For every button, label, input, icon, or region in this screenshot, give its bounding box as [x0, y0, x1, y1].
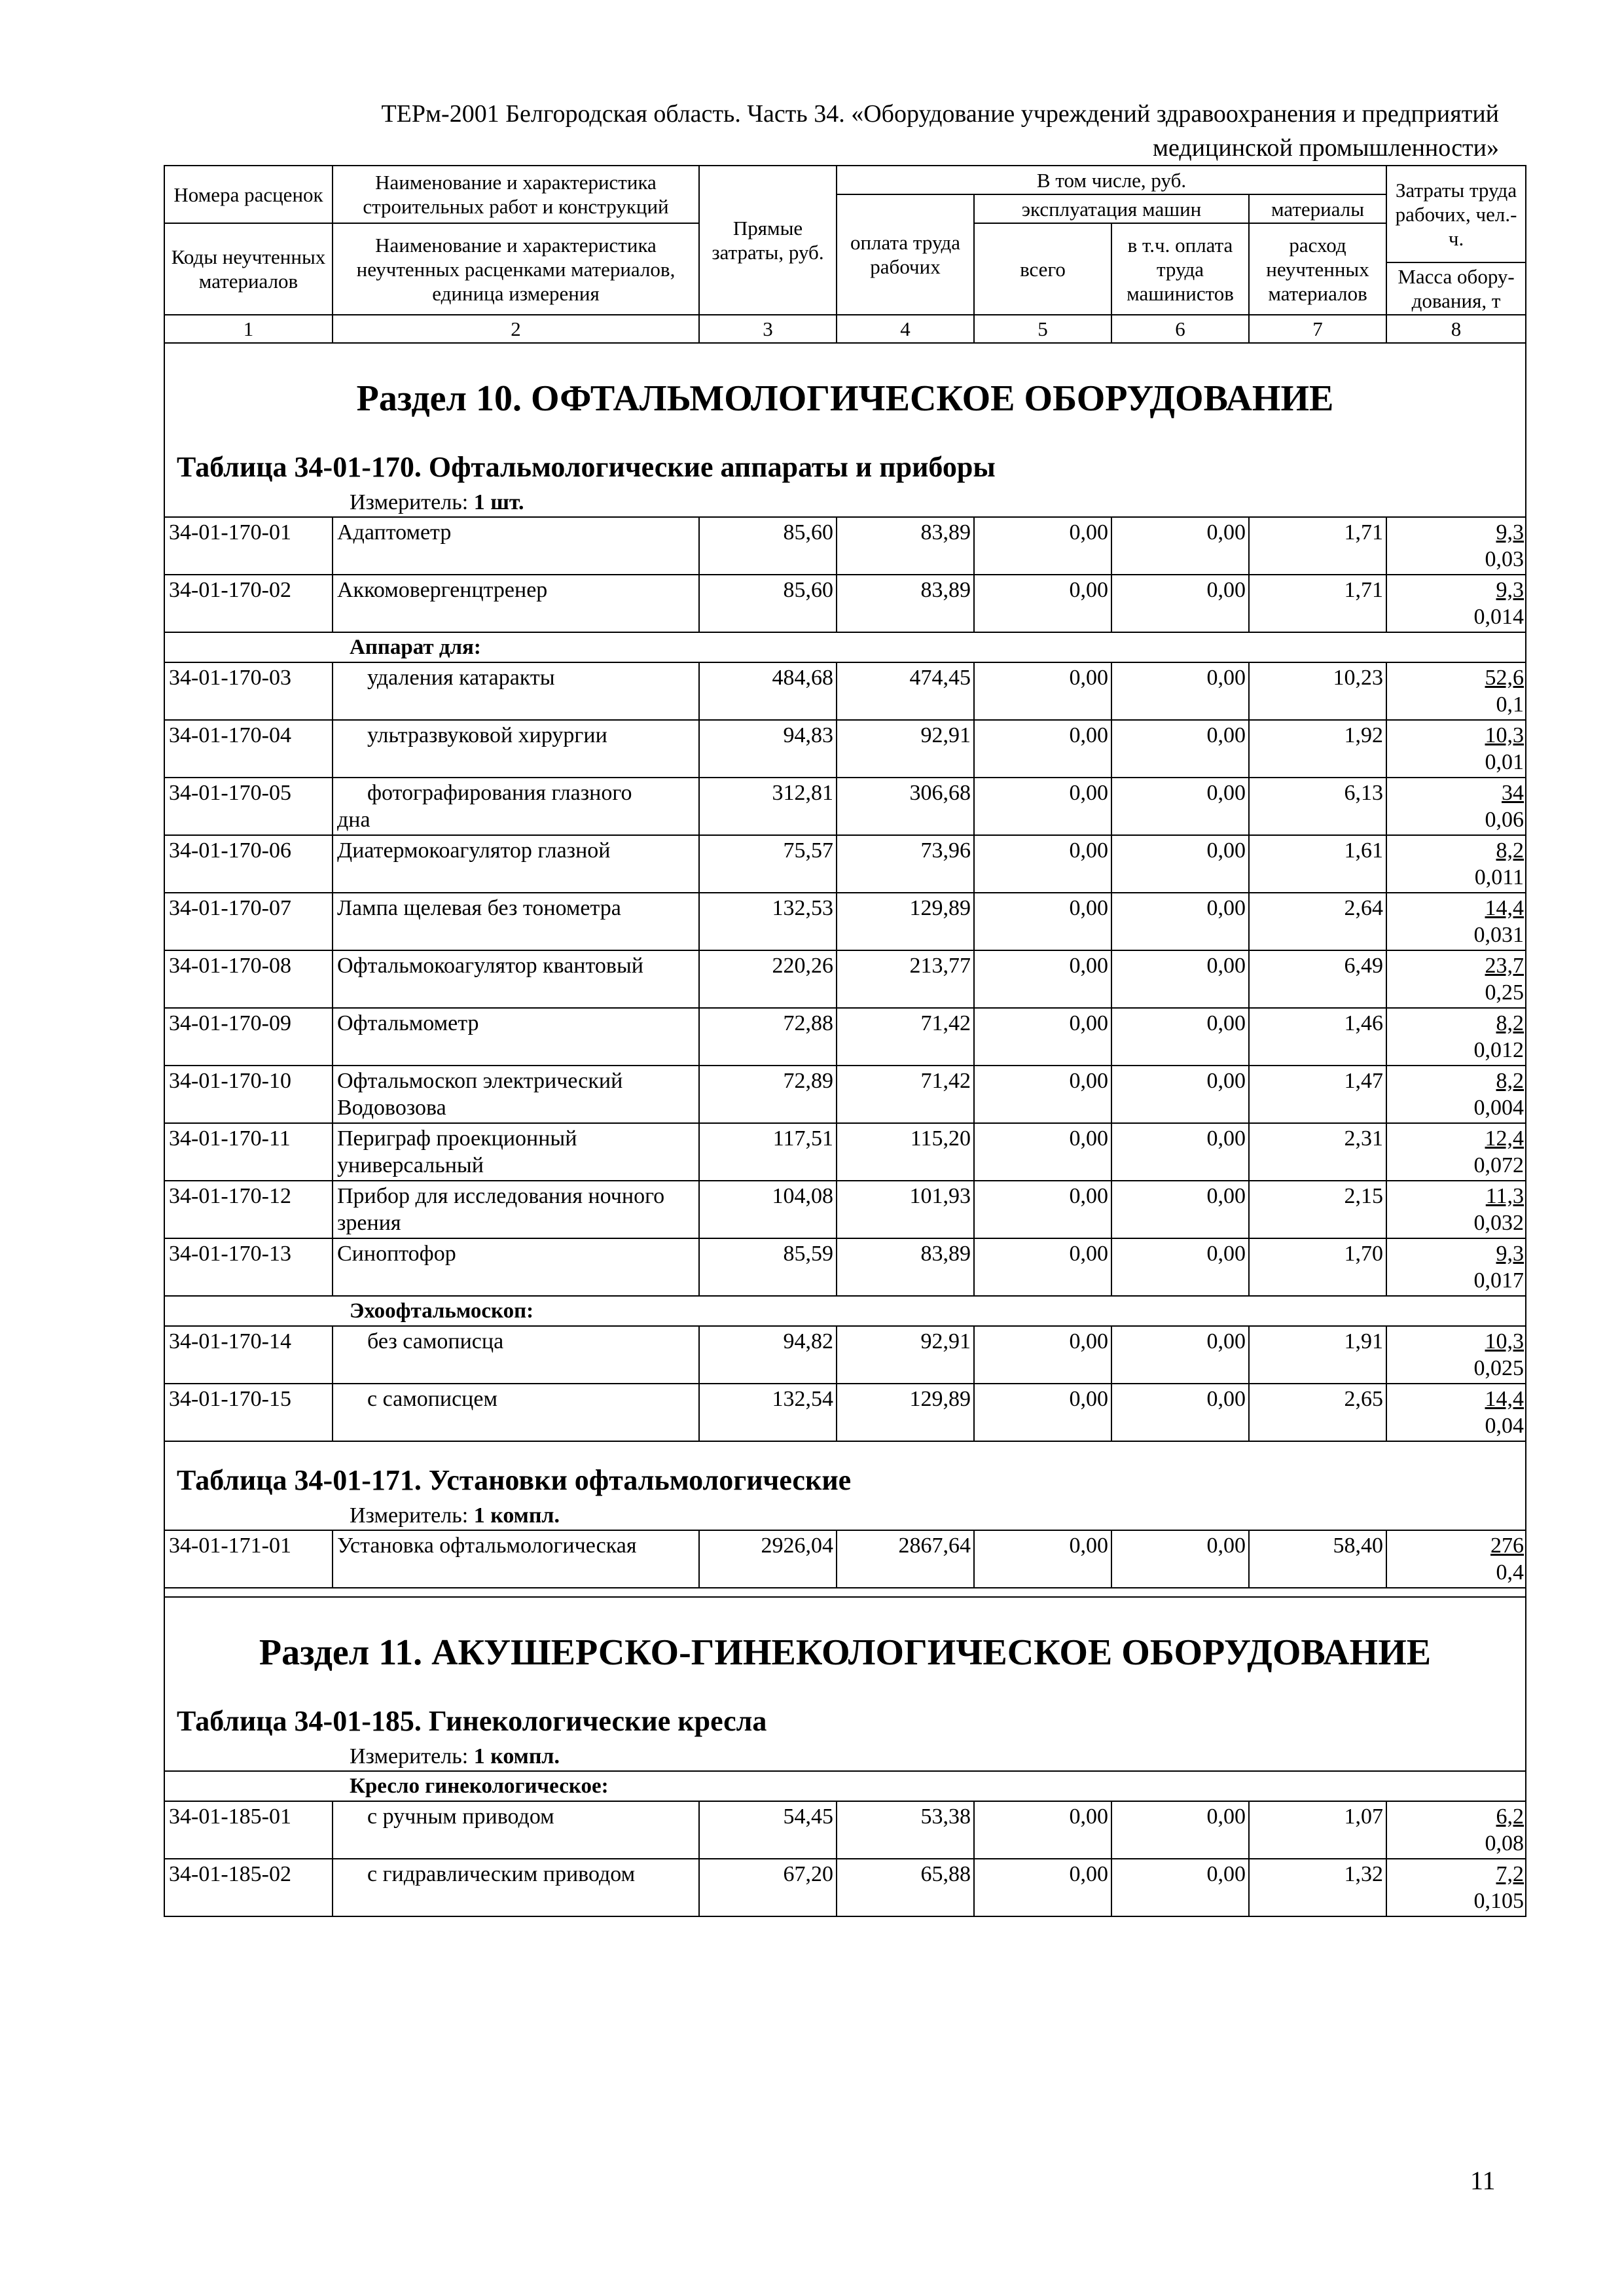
value-c6: 0,00: [1111, 720, 1249, 778]
equipment-mass: 0,031: [1473, 923, 1525, 947]
value-c5: 0,00: [974, 778, 1111, 835]
work-name-line-1: с гидравлическим приводом: [367, 1862, 636, 1886]
value-c3: 132,53: [699, 893, 837, 950]
rate-code: 34-01-170-06: [164, 835, 333, 893]
value-c4: 474,45: [837, 662, 974, 720]
group-label: Кресло гинекологическое:: [164, 1771, 1526, 1801]
work-name: [333, 893, 699, 950]
column-number: 2: [333, 315, 699, 343]
equipment-mass: 0,08: [1485, 1831, 1525, 1856]
measure-label: Измеритель:: [350, 1744, 469, 1768]
equipment-mass: 0,011: [1474, 865, 1525, 889]
equipment-mass: 0,072: [1473, 1153, 1525, 1177]
price-table: [164, 165, 1526, 1925]
value-c3: 94,82: [699, 1326, 837, 1384]
labor-cost: 14,4: [1485, 1387, 1525, 1411]
header-line-2: медицинской промышленности»: [1152, 134, 1499, 162]
labor-cost: 52,6: [1485, 666, 1525, 690]
value-c6: 0,00: [1111, 1530, 1249, 1588]
value-c3: 85,60: [699, 575, 837, 632]
value-c6: 0,00: [1111, 1066, 1249, 1123]
table-row: [164, 835, 1526, 893]
work-name: [333, 1008, 699, 1066]
equipment-mass: 0,105: [1473, 1889, 1525, 1913]
value-c4: 83,89: [837, 517, 974, 575]
value-c3: 132,54: [699, 1384, 837, 1441]
table-title-row: [164, 437, 1526, 489]
value-c6: 0,00: [1111, 893, 1249, 950]
column-number: 8: [1386, 315, 1526, 343]
value-c7: 58,40: [1249, 1530, 1386, 1588]
labor-mass-cell: [1386, 950, 1526, 1008]
rate-code: 34-01-170-02: [164, 575, 333, 632]
labor-cost: 9,3: [1496, 1242, 1525, 1266]
measure-unit: [164, 1502, 1526, 1530]
table-row: [164, 1066, 1526, 1123]
labor-mass-cell: [1386, 1123, 1526, 1181]
equipment-mass: 0,4: [1496, 1560, 1525, 1585]
value-c4: 92,91: [837, 720, 974, 778]
measure-unit: [164, 1743, 1526, 1771]
labor-cost: 14,4: [1485, 896, 1525, 920]
measure-row: [164, 1502, 1526, 1530]
value-c6: 0,00: [1111, 517, 1249, 575]
table-row: [164, 1238, 1526, 1296]
value-c4: 83,89: [837, 575, 974, 632]
value-c7: 6,49: [1249, 950, 1386, 1008]
price-table-sheet: [164, 165, 1525, 1925]
value-c4: 115,20: [837, 1123, 974, 1181]
column-number: 7: [1249, 315, 1386, 343]
labor-cost: 6,2: [1496, 1804, 1525, 1829]
value-c6: 0,00: [1111, 575, 1249, 632]
labor-mass-cell: [1386, 662, 1526, 720]
col4-header: оплата труда рабочих: [837, 194, 974, 315]
labor-cost: 10,3: [1485, 723, 1525, 747]
labor-cost: 10,3: [1485, 1329, 1525, 1354]
labor-cost: 34: [1502, 781, 1525, 805]
value-c4: 83,89: [837, 1238, 974, 1296]
work-name-line-1: Диатермокоагулятор глазной: [337, 838, 611, 863]
work-name-line-1: Синоптофор: [337, 1242, 456, 1266]
work-name-line-1: Офтальмокоагулятор квантовый: [337, 954, 643, 978]
measure-value: 1 компл.: [473, 1503, 560, 1528]
work-name-line-1: с самописцем: [367, 1387, 497, 1411]
table-title: Таблица 34-01-185. Гинекологические кресла: [164, 1691, 1526, 1743]
value-c6: 0,00: [1111, 1326, 1249, 1384]
labor-cost: 23,7: [1485, 954, 1525, 978]
rate-code: 34-01-185-01: [164, 1801, 333, 1859]
value-c3: 72,89: [699, 1066, 837, 1123]
labor-mass-cell: [1386, 517, 1526, 575]
value-c5: 0,00: [974, 1530, 1111, 1588]
work-name: [333, 720, 699, 778]
value-c5: 0,00: [974, 950, 1111, 1008]
page-header: [164, 97, 1499, 165]
col7-header: расход неучтенных материалов: [1249, 223, 1386, 315]
work-name: [333, 1238, 699, 1296]
value-c7: 2,31: [1249, 1123, 1386, 1181]
labor-mass-cell: [1386, 1008, 1526, 1066]
value-c3: 67,20: [699, 1859, 837, 1916]
col2-header-top: Наименование и характеристика строительных работ и конструкций: [333, 166, 699, 223]
work-name: [333, 575, 699, 632]
work-name-line-1: фотографирования глазного: [367, 781, 632, 805]
spacer: [164, 1588, 1526, 1597]
rate-code: 34-01-185-02: [164, 1859, 333, 1916]
value-c6: 0,00: [1111, 662, 1249, 720]
value-c6: 0,00: [1111, 1859, 1249, 1916]
value-c7: 2,64: [1249, 893, 1386, 950]
value-c4: 129,89: [837, 893, 974, 950]
rate-code: 34-01-170-01: [164, 517, 333, 575]
rate-code: 34-01-170-08: [164, 950, 333, 1008]
value-c6: 0,00: [1111, 1123, 1249, 1181]
equipment-mass: 0,03: [1485, 547, 1525, 571]
value-c5: 0,00: [974, 1008, 1111, 1066]
value-c5: 0,00: [974, 575, 1111, 632]
work-name: [333, 1859, 699, 1916]
value-c4: 129,89: [837, 1384, 974, 1441]
value-c5: 0,00: [974, 1123, 1111, 1181]
labor-cost: 11,3: [1485, 1184, 1525, 1208]
value-c3: 72,88: [699, 1008, 837, 1066]
labor-mass-cell: [1386, 1238, 1526, 1296]
rate-code: 34-01-170-13: [164, 1238, 333, 1296]
column-numbers-row: [164, 315, 1526, 343]
labor-mass-cell: [1386, 720, 1526, 778]
value-c4: 101,93: [837, 1181, 974, 1238]
value-c7: 1,92: [1249, 720, 1386, 778]
group-row: [164, 632, 1526, 662]
value-c3: 54,45: [699, 1801, 837, 1859]
value-c7: 1,71: [1249, 517, 1386, 575]
value-c7: 6,13: [1249, 778, 1386, 835]
value-c5: 0,00: [974, 893, 1111, 950]
spacer-row: [164, 1916, 1526, 1925]
equipment-mass: 0,01: [1485, 750, 1525, 774]
equipment-mass: 0,06: [1485, 808, 1525, 832]
work-name-line-2: Водовозова: [337, 1096, 446, 1120]
table-title-row: [164, 1691, 1526, 1743]
labor-cost: 8,2: [1496, 1011, 1525, 1035]
rate-code: 34-01-170-10: [164, 1066, 333, 1123]
value-c4: 71,42: [837, 1008, 974, 1066]
value-c5: 0,00: [974, 1384, 1111, 1441]
labor-mass-cell: [1386, 893, 1526, 950]
value-c3: 104,08: [699, 1181, 837, 1238]
work-name: [333, 1326, 699, 1384]
work-name: [333, 1123, 699, 1181]
work-name-line-1: без самописца: [367, 1329, 504, 1354]
labor-mass-cell: [1386, 1530, 1526, 1588]
rate-code: 34-01-170-14: [164, 1326, 333, 1384]
value-c5: 0,00: [974, 1066, 1111, 1123]
table-row: [164, 893, 1526, 950]
value-c6: 0,00: [1111, 950, 1249, 1008]
work-name: [333, 1530, 699, 1588]
table-row: [164, 1801, 1526, 1859]
work-name: [333, 950, 699, 1008]
value-c6: 0,00: [1111, 778, 1249, 835]
rate-code: 34-01-170-03: [164, 662, 333, 720]
rate-code: 34-01-170-12: [164, 1181, 333, 1238]
work-name-line-1: Периграф проекционный: [337, 1126, 577, 1151]
table-row: [164, 1326, 1526, 1384]
table-row: [164, 1181, 1526, 1238]
section-title: Раздел 10. ОФТАЛЬМОЛОГИЧЕСКОЕ ОБОРУДОВАНИЕ: [164, 343, 1526, 437]
equipment-mass: 0,004: [1473, 1096, 1525, 1120]
work-name: [333, 1066, 699, 1123]
value-c7: 1,46: [1249, 1008, 1386, 1066]
work-name: [333, 517, 699, 575]
labor-mass-cell: [1386, 1801, 1526, 1859]
value-c5: 0,00: [974, 1326, 1111, 1384]
value-c5: 0,00: [974, 835, 1111, 893]
group-row: [164, 1296, 1526, 1326]
labor-mass-cell: [1386, 1326, 1526, 1384]
value-c6: 0,00: [1111, 1008, 1249, 1066]
table-row: [164, 1530, 1526, 1588]
table-row: [164, 778, 1526, 835]
measure-unit: [164, 489, 1526, 517]
value-c6: 0,00: [1111, 1181, 1249, 1238]
spacer-row: [164, 1588, 1526, 1597]
value-c4: 65,88: [837, 1859, 974, 1916]
column-number: 3: [699, 315, 837, 343]
equipment-mass: 0,012: [1473, 1038, 1525, 1062]
table-row: [164, 1008, 1526, 1066]
work-name-line-2: универсальный: [337, 1153, 484, 1177]
value-c3: 85,60: [699, 517, 837, 575]
equipment-mass: 0,014: [1473, 605, 1525, 629]
value-c7: 1,32: [1249, 1859, 1386, 1916]
value-c3: 312,81: [699, 778, 837, 835]
table-row: [164, 1859, 1526, 1916]
col2-header-bottom: Наименование и характеристика неучтенных расценками материалов, единица измерения: [333, 223, 699, 315]
column-number: 6: [1111, 315, 1249, 343]
table-title-row: [164, 1450, 1526, 1502]
group-row: [164, 1771, 1526, 1801]
value-c5: 0,00: [974, 662, 1111, 720]
labor-mass-cell: [1386, 1181, 1526, 1238]
measure-label: Измеритель:: [350, 1503, 469, 1528]
col1-header-bottom: Коды неучтенных материалов: [164, 223, 333, 315]
measure-value: 1 компл.: [473, 1744, 560, 1768]
col5-header: всего: [974, 223, 1111, 315]
value-c7: 2,15: [1249, 1181, 1386, 1238]
value-c3: 94,83: [699, 720, 837, 778]
group-label: Эхоофтальмоскоп:: [164, 1296, 1526, 1326]
equipment-mass: 0,1: [1496, 692, 1525, 717]
work-name: [333, 1181, 699, 1238]
value-c6: 0,00: [1111, 1801, 1249, 1859]
value-c3: 2926,04: [699, 1530, 837, 1588]
section-title-row: [164, 1597, 1526, 1691]
value-c4: 2867,64: [837, 1530, 974, 1588]
rate-code: 34-01-170-04: [164, 720, 333, 778]
value-c4: 73,96: [837, 835, 974, 893]
work-name: [333, 662, 699, 720]
machines-header: эксплуатация машин: [974, 194, 1249, 223]
work-name-line-1: с ручным приводом: [367, 1804, 554, 1829]
rate-code: 34-01-170-15: [164, 1384, 333, 1441]
including-header: В том числе, руб.: [837, 166, 1386, 194]
work-name-line-1: Лампа щелевая без тонометра: [337, 896, 621, 920]
work-name: [333, 835, 699, 893]
value-c3: 75,57: [699, 835, 837, 893]
value-c4: 306,68: [837, 778, 974, 835]
value-c5: 0,00: [974, 720, 1111, 778]
labor-cost: 9,3: [1496, 520, 1525, 545]
measure-label: Измеритель:: [350, 490, 469, 514]
rate-code: 34-01-170-07: [164, 893, 333, 950]
value-c7: 1,71: [1249, 575, 1386, 632]
value-c7: 1,61: [1249, 835, 1386, 893]
labor-cost: 9,3: [1496, 578, 1525, 602]
work-name-line-1: ультразвуковой хирургии: [367, 723, 607, 747]
labor-mass-cell: [1386, 575, 1526, 632]
section-title: Раздел 11. АКУШЕРСКО-ГИНЕКОЛОГИЧЕСКОЕ ОБОРУДОВАНИЕ: [164, 1597, 1526, 1691]
page-number: 11: [1470, 2166, 1496, 2195]
value-c3: 484,68: [699, 662, 837, 720]
value-c6: 0,00: [1111, 1238, 1249, 1296]
column-number: 4: [837, 315, 974, 343]
labor-mass-cell: [1386, 1384, 1526, 1441]
equipment-mass: 0,017: [1473, 1268, 1525, 1293]
value-c7: 10,23: [1249, 662, 1386, 720]
materials-header: материалы: [1249, 194, 1386, 223]
value-c5: 0,00: [974, 1238, 1111, 1296]
value-c6: 0,00: [1111, 835, 1249, 893]
col6-header: в т.ч. оплата труда машинистов: [1111, 223, 1249, 315]
value-c3: 220,26: [699, 950, 837, 1008]
table-row: [164, 662, 1526, 720]
value-c7: 1,70: [1249, 1238, 1386, 1296]
labor-cost: 12,4: [1485, 1126, 1525, 1151]
labor-cost: 8,2: [1496, 1069, 1525, 1093]
value-c4: 53,38: [837, 1801, 974, 1859]
equipment-mass: 0,04: [1485, 1414, 1525, 1438]
group-label: Аппарат для:: [164, 632, 1526, 662]
rate-code: 34-01-170-09: [164, 1008, 333, 1066]
work-name-line-1: удаления катаракты: [367, 666, 555, 690]
equipment-mass: 0,032: [1473, 1211, 1525, 1235]
labor-mass-cell: [1386, 835, 1526, 893]
spacer: [164, 1916, 1526, 1925]
equipment-mass: 0,25: [1485, 980, 1525, 1005]
column-number: 5: [974, 315, 1111, 343]
table-title: Таблица 34-01-171. Установки офтальмологические: [164, 1450, 1526, 1502]
value-c7: 2,65: [1249, 1384, 1386, 1441]
table-row: [164, 1384, 1526, 1441]
col8-header-top: Затраты труда рабочих, чел.-ч.: [1386, 166, 1526, 262]
table-row: [164, 720, 1526, 778]
work-name-line-1: Аккомовергенцтренер: [337, 578, 548, 602]
value-c5: 0,00: [974, 1801, 1111, 1859]
measure-row: [164, 489, 1526, 517]
labor-cost: 8,2: [1496, 838, 1525, 863]
value-c7: 1,91: [1249, 1326, 1386, 1384]
work-name-line-1: Офтальмоскоп электрический: [337, 1069, 623, 1093]
table-row: [164, 950, 1526, 1008]
value-c7: 1,47: [1249, 1066, 1386, 1123]
value-c3: 117,51: [699, 1123, 837, 1181]
rate-code: 34-01-170-05: [164, 778, 333, 835]
work-name-line-1: Адаптометр: [337, 520, 452, 545]
table-header: [164, 166, 1526, 343]
table-title: Таблица 34-01-170. Офтальмологические аппараты и приборы: [164, 437, 1526, 489]
header-line-1: ТЕРм-2001 Белгородская область. Часть 34. «Оборудование учреждений здравоохранения и предприятий: [381, 100, 1499, 128]
spacer-row: [164, 1441, 1526, 1450]
col3-header: Прямые затраты, руб.: [699, 166, 837, 315]
work-name-line-2: зрения: [337, 1211, 401, 1235]
value-c5: 0,00: [974, 517, 1111, 575]
value-c4: 71,42: [837, 1066, 974, 1123]
section-title-row: [164, 343, 1526, 437]
work-name: [333, 1384, 699, 1441]
col8-header-bottom: Масса обору-дования, т: [1386, 262, 1526, 315]
value-c5: 0,00: [974, 1181, 1111, 1238]
work-name-line-1: Офтальмометр: [337, 1011, 479, 1035]
labor-mass-cell: [1386, 1066, 1526, 1123]
col1-header-top: Номера расценок: [164, 166, 333, 223]
table-row: [164, 517, 1526, 575]
column-number: 1: [164, 315, 333, 343]
value-c4: 213,77: [837, 950, 974, 1008]
work-name-line-2: дна: [337, 808, 370, 832]
labor-mass-cell: [1386, 1859, 1526, 1916]
labor-cost: 7,2: [1496, 1862, 1525, 1886]
spacer: [164, 1441, 1526, 1450]
work-name-line-1: Установка офтальмологическая: [337, 1534, 637, 1558]
value-c5: 0,00: [974, 1859, 1111, 1916]
value-c7: 1,07: [1249, 1801, 1386, 1859]
work-name-line-1: Прибор для исследования ночного: [337, 1184, 665, 1208]
labor-mass-cell: [1386, 778, 1526, 835]
table-body: [164, 343, 1526, 1925]
value-c3: 85,59: [699, 1238, 837, 1296]
table-row: [164, 1123, 1526, 1181]
work-name: [333, 778, 699, 835]
labor-cost: 276: [1490, 1534, 1525, 1558]
work-name: [333, 1801, 699, 1859]
table-row: [164, 575, 1526, 632]
value-c4: 92,91: [837, 1326, 974, 1384]
equipment-mass: 0,025: [1473, 1356, 1525, 1380]
measure-value: 1 шт.: [473, 490, 524, 514]
rate-code: 34-01-171-01: [164, 1530, 333, 1588]
measure-row: [164, 1743, 1526, 1771]
value-c6: 0,00: [1111, 1384, 1249, 1441]
rate-code: 34-01-170-11: [164, 1123, 333, 1181]
